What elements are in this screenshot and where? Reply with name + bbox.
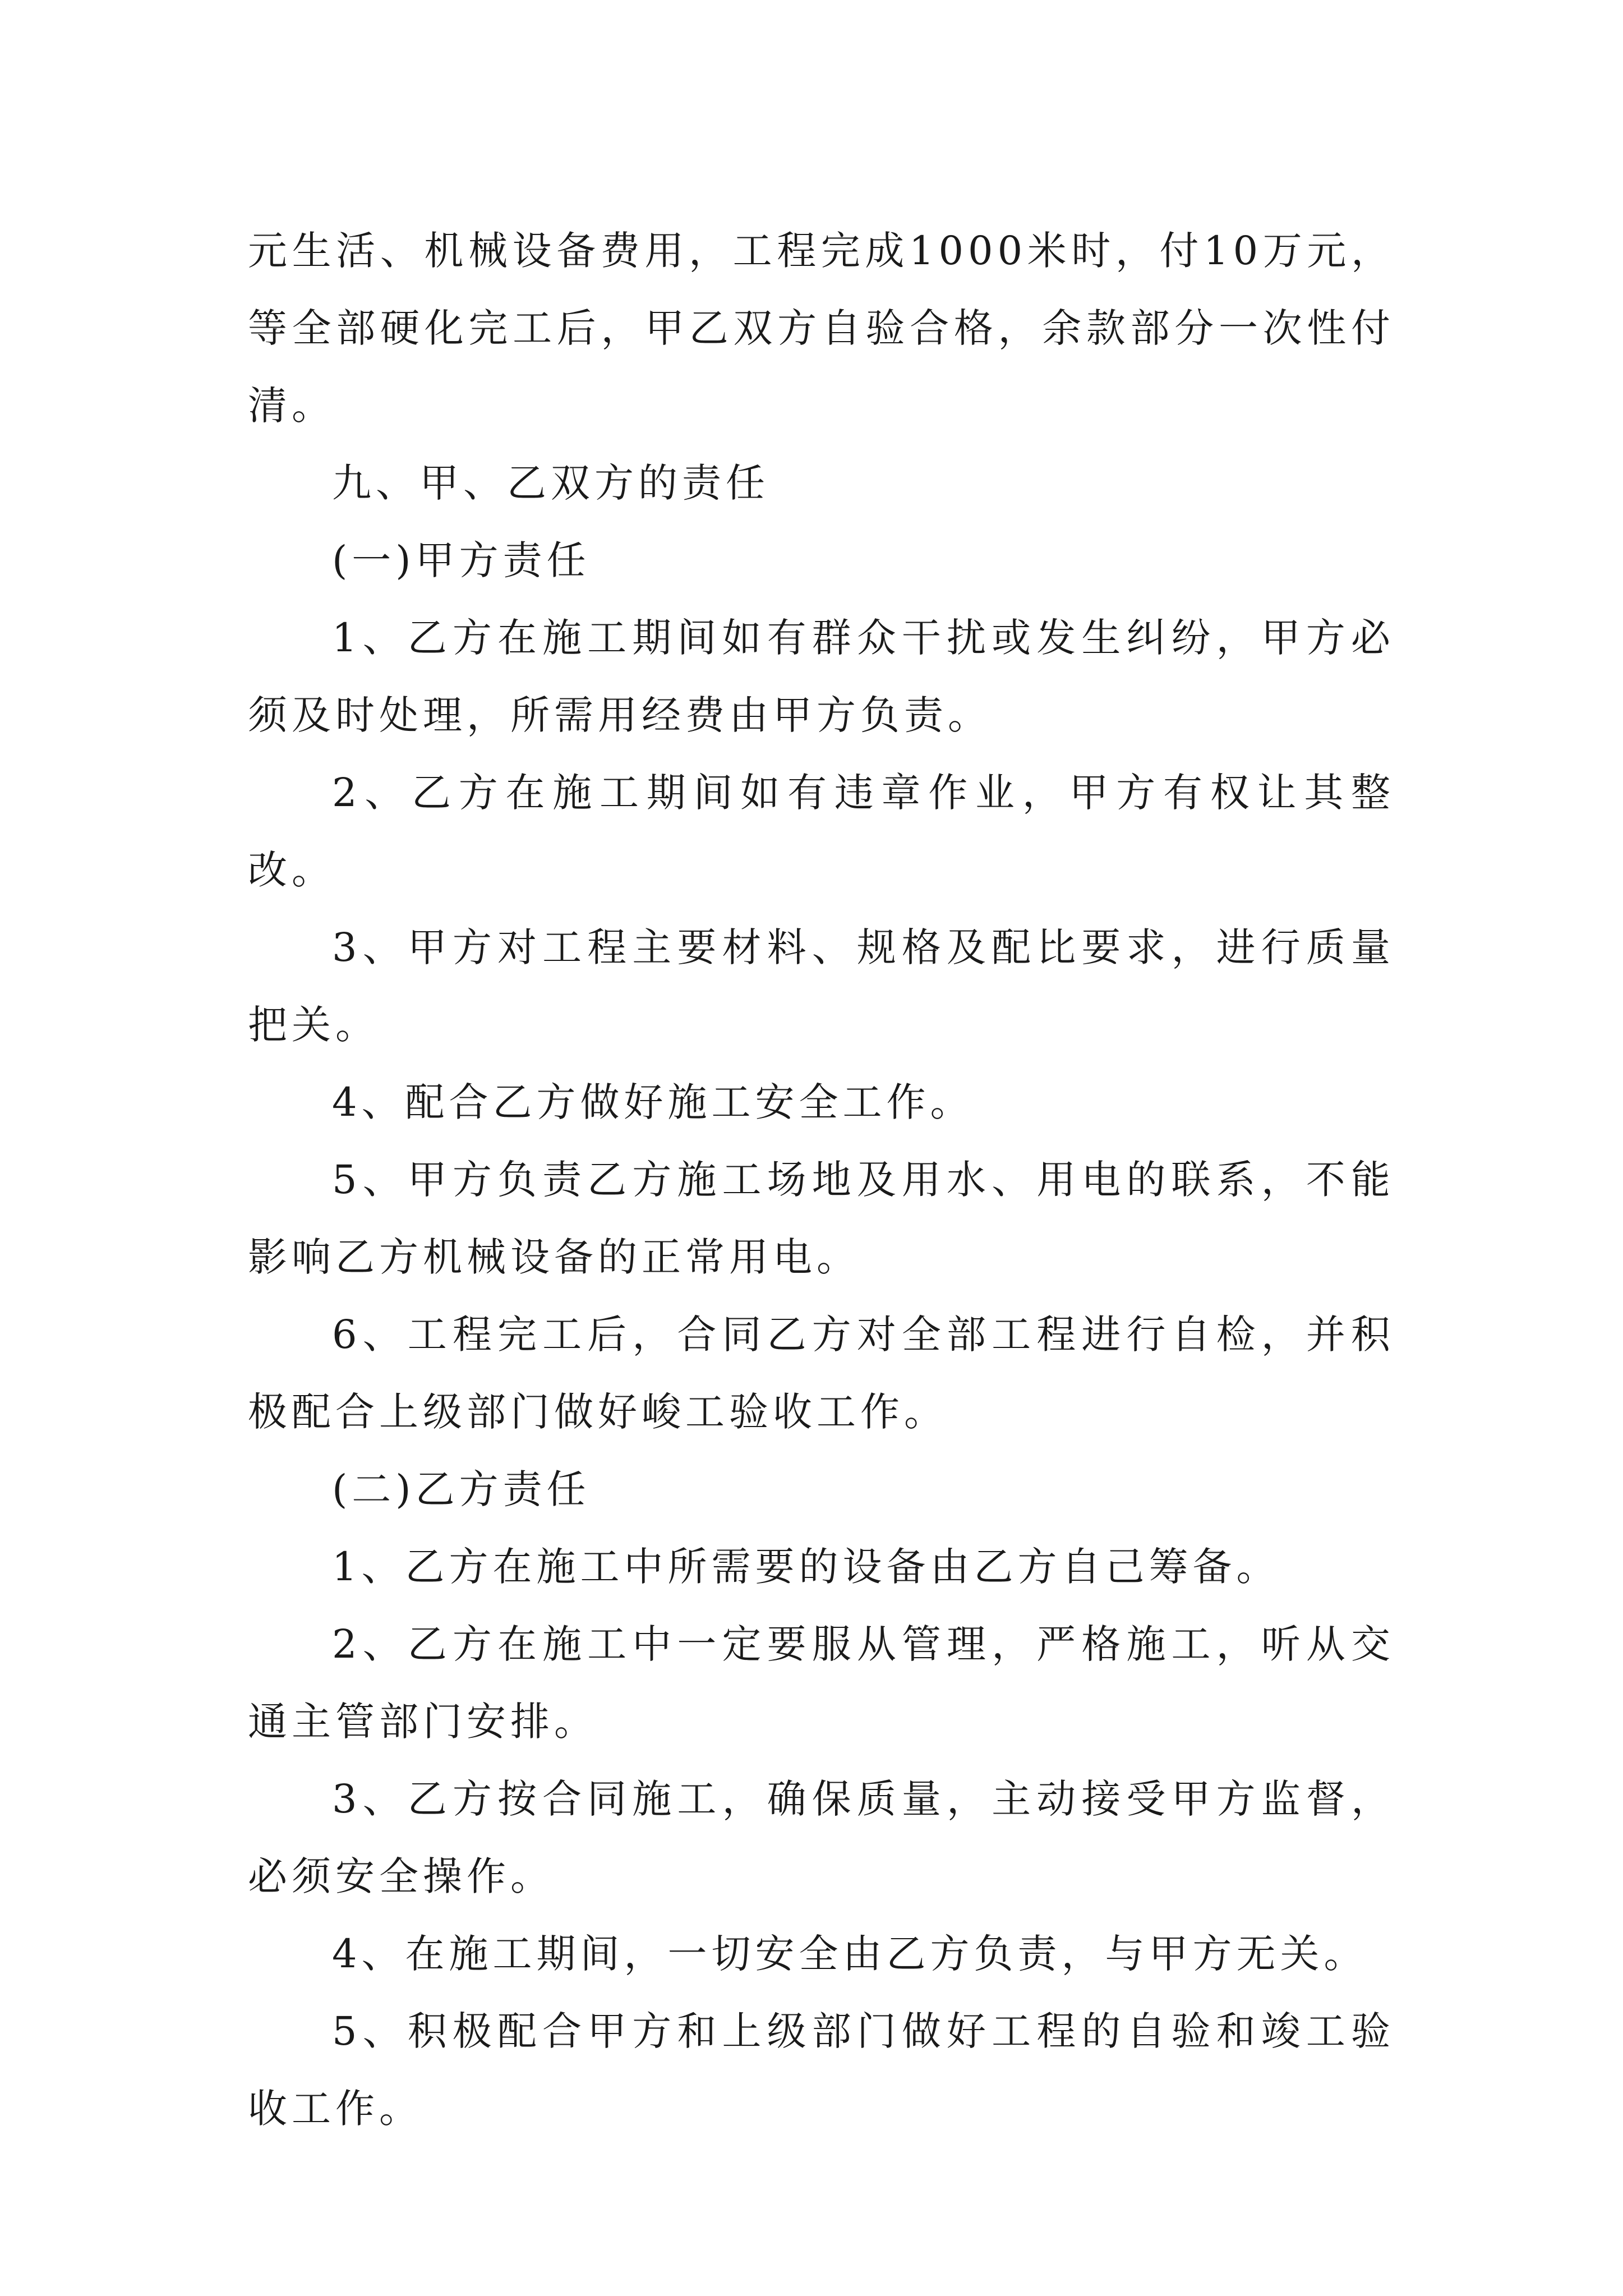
paragraph-payment-continued: 元生活、机械设备费用，工程完成1000米时，付10万元，等全部硬化完工后，甲乙双方自验合格，余款部分一次性付清。 (248, 228, 1395, 429)
party-a-item-1: 1、乙方在施工期间如有群众干扰或发生纠纷，甲方必须及时处理，所需用经费由甲方负责。 (248, 615, 1395, 738)
heading-responsibilities: 九、甲、乙双方的责任 (332, 460, 769, 506)
party-a-item-5: 5、甲方负责乙方施工场地及用水、用电的联系，不能影响乙方机械设备的正常用电。 (248, 1157, 1395, 1280)
party-a-item-6: 6、工程完工后，合同乙方对全部工程进行自检，并积极配合上级部门做好峻工验收工作。 (248, 1312, 1395, 1435)
party-b-item-1: 1、乙方在施工中所需要的设备由乙方自己筹备。 (332, 1544, 1280, 1590)
party-a-item-2: 2、乙方在施工期间如有违章作业，甲方有权让其整改。 (248, 770, 1395, 893)
subheading-party-a: (一)甲方责任 (332, 537, 591, 583)
party-a-item-4: 4、配合乙方做好施工安全工作。 (332, 1079, 974, 1125)
subheading-party-b: (二)乙方责任 (332, 1466, 591, 1512)
party-b-item-5: 5、积极配合甲方和上级部门做好工程的自验和竣工验收工作。 (248, 2008, 1395, 2132)
party-a-item-3: 3、甲方对工程主要材料、规格及配比要求，进行质量把关。 (248, 924, 1395, 1048)
party-b-item-4: 4、在施工期间，一切安全由乙方负责，与甲方无关。 (332, 1931, 1368, 1977)
document-body (248, 212, 1395, 2147)
party-b-item-2: 2、乙方在施工中一定要服从管理，严格施工，听从交通主管部门安排。 (248, 1621, 1395, 1745)
party-b-item-3: 3、乙方按合同施工，确保质量，主动接受甲方监督，必须安全操作。 (248, 1776, 1395, 1899)
